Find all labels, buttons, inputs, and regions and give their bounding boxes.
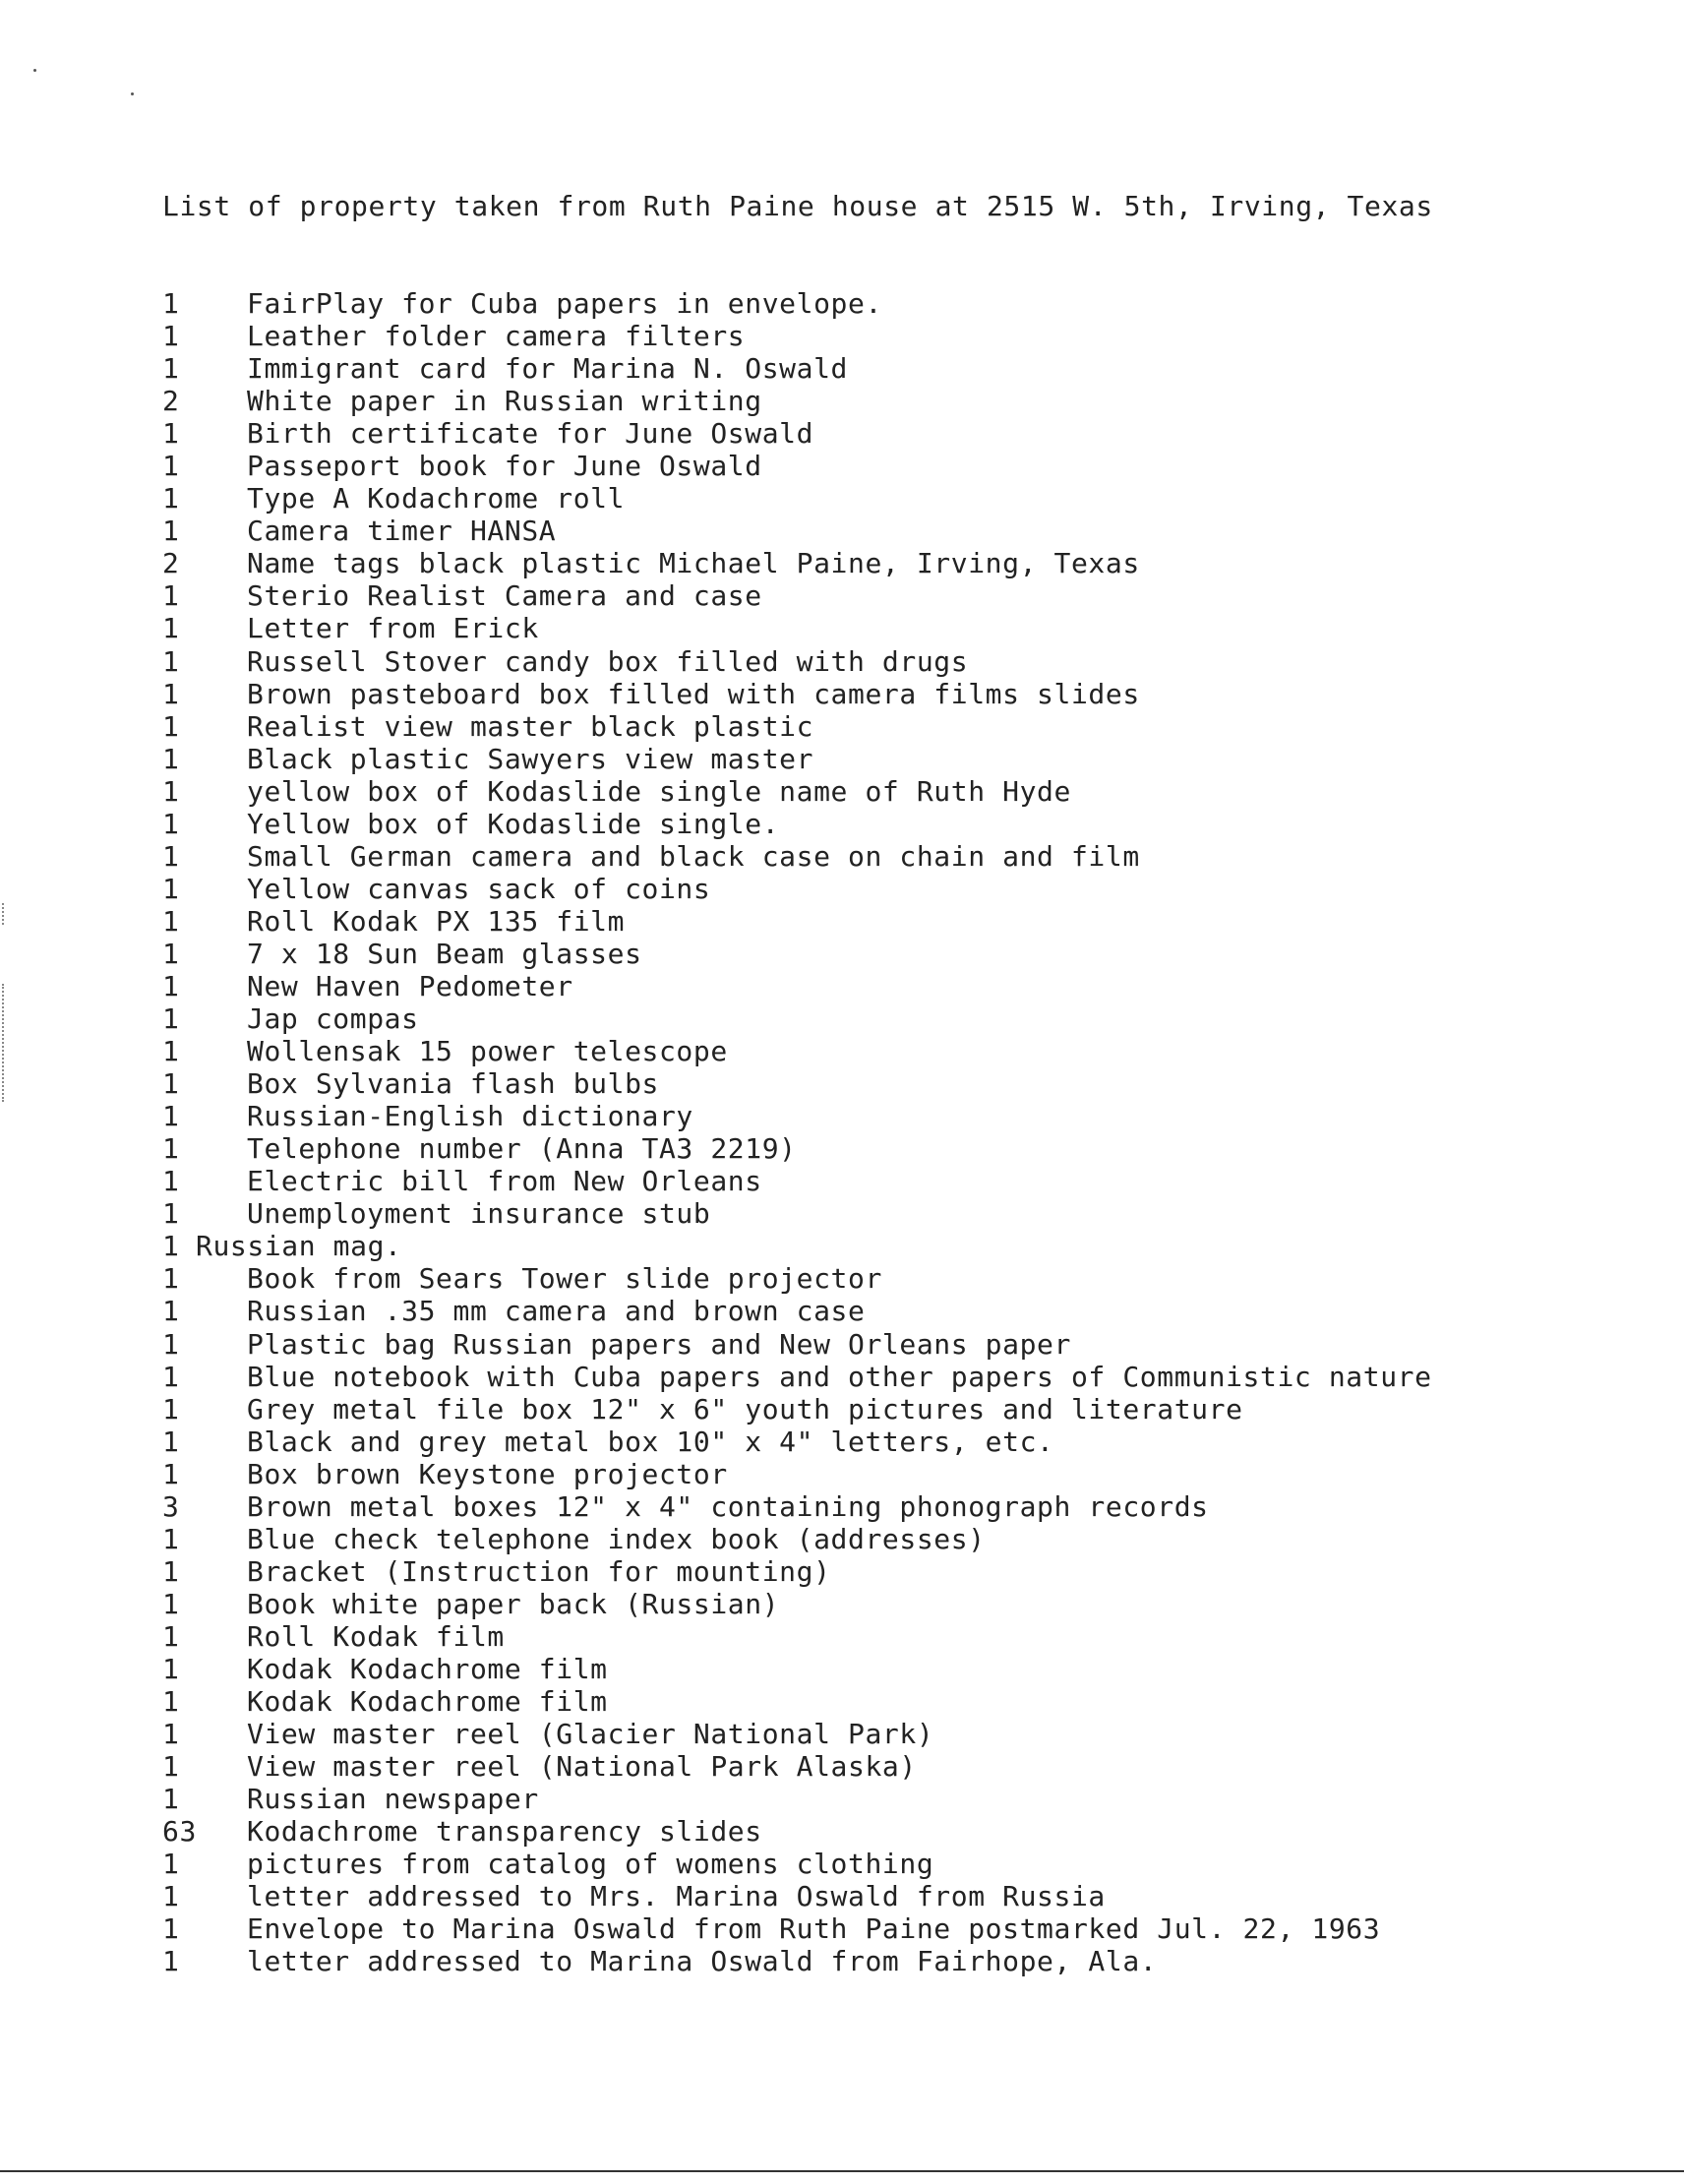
item-quantity: 1: [162, 612, 180, 645]
item-description: Wollensak 15 power telescope: [247, 1035, 728, 1068]
item-quantity: 1: [162, 320, 180, 353]
item-quantity: 1: [162, 677, 180, 710]
item-quantity: 2: [162, 547, 180, 580]
list-item: [162, 1523, 1657, 1555]
item-quantity: 1: [162, 1912, 180, 1946]
list-item: [162, 1880, 1657, 1912]
list-item: [162, 1361, 1657, 1393]
item-description: New Haven Pedometer: [247, 969, 573, 1002]
list-item: [162, 1230, 1657, 1262]
paper-speck: [131, 92, 134, 95]
item-quantity: 1: [162, 352, 180, 386]
item-description: yellow box of Kodaslide single name of Ruth Hyde: [247, 774, 1071, 808]
item-description: Kodak Kodachrome film: [247, 1685, 608, 1719]
list-item: [162, 1912, 1657, 1945]
item-description: Camera timer HANSA: [247, 515, 557, 548]
list-item: [162, 1262, 1657, 1295]
list-item: [162, 1035, 1657, 1067]
list-item: [162, 482, 1657, 515]
list-item: [162, 1718, 1657, 1750]
list-item: [162, 579, 1657, 612]
item-description: Yellow box of Kodaslide single.: [247, 807, 780, 840]
item-description: Black plastic Sawyers view master: [247, 742, 814, 775]
item-quantity: 1: [162, 417, 180, 451]
item-description: Realist view master black plastic: [247, 709, 814, 743]
list-item: [162, 938, 1657, 970]
item-description: Brown metal boxes 12" x 4" containing phonograph records: [247, 1489, 1209, 1523]
item-description: Envelope to Marina Oswald from Ruth Paine postmarked Jul. 22, 1963: [247, 1912, 1381, 1946]
item-description: Birth certificate for June Oswald: [247, 417, 814, 451]
item-quantity: 1: [162, 807, 180, 840]
item-description: Box brown Keystone projector: [247, 1457, 728, 1490]
paper-speck: [33, 69, 36, 72]
list-item: [162, 1848, 1657, 1880]
list-item: [162, 1750, 1657, 1783]
list-item: [162, 1426, 1657, 1458]
item-description: Brown pasteboard box filled with camera films slides: [247, 677, 1140, 710]
item-description: Yellow canvas sack of coins: [247, 872, 711, 905]
list-item: [162, 743, 1657, 775]
item-description: Roll Kodak film: [247, 1619, 505, 1653]
item-quantity: 1: [162, 1035, 180, 1068]
item-description: View master reel (National Park Alaska): [247, 1750, 917, 1784]
list-item: [162, 1555, 1657, 1588]
item-quantity: 1: [162, 872, 180, 905]
list-item: [162, 775, 1657, 808]
item-quantity: 1: [162, 1718, 180, 1751]
item-quantity: 1: [162, 644, 180, 678]
list-item: [162, 808, 1657, 840]
item-quantity: 1: [162, 287, 180, 320]
list-item: [162, 1588, 1657, 1620]
list-item: [162, 417, 1657, 450]
list-item: [162, 645, 1657, 678]
item-quantity: 1: [162, 450, 180, 483]
list-item: [162, 1165, 1657, 1197]
list-item: [162, 840, 1657, 873]
list-item: [162, 1490, 1657, 1523]
item-quantity: 1: [162, 1554, 180, 1588]
list-item: [162, 450, 1657, 482]
item-description: Grey metal file box 12" x 6" youth pictures and literature: [247, 1392, 1243, 1426]
item-description: Kodachrome transparency slides: [247, 1815, 762, 1849]
list-item: [162, 873, 1657, 905]
item-description: Blue check telephone index book (addresses): [247, 1522, 986, 1555]
item-quantity: 1: [162, 937, 180, 970]
item-description: Sterio Realist Camera and case: [247, 579, 762, 613]
list-item: [162, 1458, 1657, 1490]
item-description: Telephone number (Anna TA3 2219): [247, 1132, 797, 1166]
list-item: [162, 1945, 1657, 1977]
item-description: Name tags black plastic Michael Paine, Irving, Texas: [247, 547, 1140, 580]
edge-mark: [2, 903, 6, 925]
list-item: [162, 1328, 1657, 1361]
item-quantity: 1: [162, 1295, 180, 1328]
list-item: [162, 1002, 1657, 1035]
list-item: [162, 1197, 1657, 1230]
item-quantity: 1: [162, 1587, 180, 1620]
item-description: Small German camera and black case on chain and film: [247, 839, 1140, 873]
list-item: [162, 1393, 1657, 1426]
list-item: [162, 1620, 1657, 1653]
item-quantity: 1: [162, 1392, 180, 1426]
item-description: Kodak Kodachrome film: [247, 1652, 608, 1685]
item-quantity: 1: [162, 1880, 180, 1913]
item-quantity: 1: [162, 1197, 180, 1231]
item-quantity: 1: [162, 904, 180, 938]
list-item: [162, 287, 1657, 320]
list-item: [162, 678, 1657, 710]
item-quantity: 1: [162, 1848, 180, 1881]
item-quantity: 1: [162, 1360, 180, 1393]
item-quantity: 1: [162, 1619, 180, 1653]
item-description: Letter from Erick: [247, 612, 539, 645]
list-item: [162, 385, 1657, 417]
item-quantity: 1: [162, 1945, 180, 1978]
item-description: Immigrant card for Marina N. Oswald: [247, 352, 849, 386]
item-quantity: 1: [162, 1522, 180, 1555]
item-description: Box Sylvania flash bulbs: [247, 1067, 659, 1101]
item-description: Electric bill from New Orleans: [247, 1165, 762, 1198]
item-description: Passeport book for June Oswald: [247, 450, 762, 483]
item-description: Blue notebook with Cuba papers and other papers of Communistic nature: [247, 1360, 1432, 1393]
list-item: [162, 1653, 1657, 1685]
list-item: [162, 1815, 1657, 1848]
document-title: List of property taken from Ruth Paine house at 2515 W. 5th, Irving, Texas: [162, 190, 1433, 222]
item-quantity: 1: [162, 742, 180, 775]
property-list: [162, 287, 1657, 1977]
item-quantity: 63: [162, 1815, 197, 1849]
item-quantity: 1: [162, 579, 180, 613]
item-quantity: 1: [162, 1750, 180, 1784]
item-quantity: 1: [162, 1783, 180, 1816]
list-item: [162, 612, 1657, 644]
list-item: [162, 1132, 1657, 1165]
item-quantity: 1: [162, 482, 180, 516]
list-item: [162, 1100, 1657, 1132]
list-item: [162, 352, 1657, 385]
item-quantity: 3: [162, 1489, 180, 1523]
item-quantity: 1: [162, 1685, 180, 1719]
item-quantity: 1: [162, 709, 180, 743]
item-description: FairPlay for Cuba papers in envelope.: [247, 287, 882, 320]
item-quantity: 1: [162, 1067, 180, 1101]
list-item: [162, 970, 1657, 1002]
item-description: pictures from catalog of womens clothing: [247, 1848, 934, 1881]
item-description: Book white paper back (Russian): [247, 1587, 780, 1620]
item-quantity: 1: [162, 774, 180, 808]
item-description: letter addressed to Marina Oswald from Fairhope, Ala.: [247, 1945, 1158, 1978]
list-item: [162, 1783, 1657, 1815]
list-item: [162, 1067, 1657, 1100]
list-item: [162, 320, 1657, 352]
item-quantity: 1: [162, 1132, 180, 1166]
item-quantity: 1: [162, 1100, 180, 1133]
item-quantity: 1: [162, 515, 180, 548]
item-description: Type A Kodachrome roll: [247, 482, 626, 516]
item-description: Russell Stover candy box filled with drugs: [247, 644, 969, 678]
item-quantity: 1: [162, 1002, 180, 1036]
item-description: White paper in Russian writing: [247, 385, 762, 418]
item-quantity: 1: [162, 1457, 180, 1490]
item-description: Book from Sears Tower slide projector: [247, 1262, 882, 1296]
item-quantity: 1: [162, 1230, 180, 1263]
item-description: Plastic bag Russian papers and New Orleans paper: [247, 1327, 1071, 1361]
item-quantity: 1: [162, 1652, 180, 1685]
item-description: Russian mag.: [196, 1230, 402, 1263]
item-quantity: 1: [162, 1327, 180, 1361]
item-description: Jap compas: [247, 1002, 419, 1036]
item-quantity: 1: [162, 969, 180, 1002]
item-description: Leather folder camera filters: [247, 320, 746, 353]
item-description: Russian newspaper: [247, 1783, 539, 1816]
item-quantity: 1: [162, 839, 180, 873]
item-quantity: 1: [162, 1165, 180, 1198]
item-description: View master reel (Glacier National Park): [247, 1718, 934, 1751]
item-quantity: 1: [162, 1262, 180, 1296]
list-item: [162, 710, 1657, 743]
list-item: [162, 905, 1657, 938]
item-description: letter addressed to Mrs. Marina Oswald from Russia: [247, 1880, 1106, 1913]
item-quantity: 1: [162, 1425, 180, 1458]
item-description: Russian .35 mm camera and brown case: [247, 1295, 866, 1328]
item-description: Roll Kodak PX 135 film: [247, 904, 626, 938]
item-quantity: 2: [162, 385, 180, 418]
list-item: [162, 515, 1657, 547]
item-description: Black and grey metal box 10" x 4" letters, etc.: [247, 1425, 1054, 1458]
bottom-rule: [0, 2170, 1684, 2172]
item-description: Russian-English dictionary: [247, 1100, 693, 1133]
edge-mark: [2, 984, 6, 1102]
list-item: [162, 1685, 1657, 1718]
item-description: 7 x 18 Sun Beam glasses: [247, 937, 642, 970]
list-item: [162, 1295, 1657, 1327]
item-description: Unemployment insurance stub: [247, 1197, 711, 1231]
item-description: Bracket (Instruction for mounting): [247, 1554, 831, 1588]
list-item: [162, 547, 1657, 579]
